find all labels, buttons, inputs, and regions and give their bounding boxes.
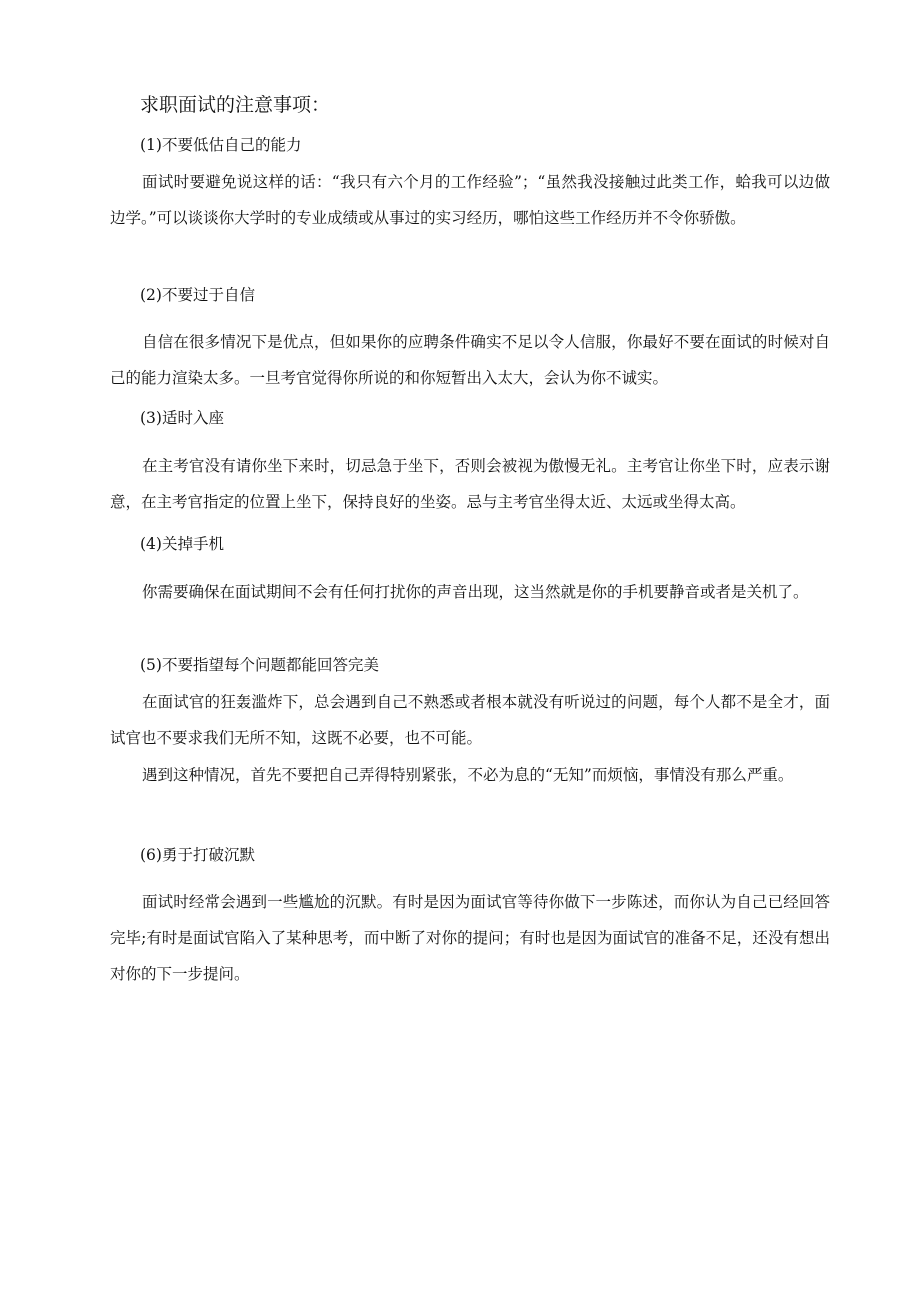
section-6-paragraph: 面试时经常会遇到一些尴尬的沉默。有时是因为面试官等待你做下一步陈述，而你认为自己已经回答完毕;有时是面试官陷入了某种思考，而中断了对你的提问；有时也是因为面试官的准备不足，还没有想出对你的下一步提问。 [110, 893, 830, 983]
section-1-paragraph: 面试时要避免说这样的话：“我只有六个月的工作经验”；“虽然我没接触过此类工作，蛤我可以边做边学。”可以谈谈你大学时的专业成绩或从事过的实习经历，哪怕这些工作经历并不令你骄傲。 [110, 173, 830, 227]
section-heading-1: (1)不要低估自己的能力 [140, 136, 302, 154]
section-heading-2: (2)不要过于自信 [140, 286, 255, 304]
section-5-paragraph-1: 在面试官的狂轰滥炸下，总会遇到自己不熟悉或者根本就没有听说过的问题，每个人都不是全才，面试官也不要求我们无所不知，这既不必要，也不可能。 [110, 693, 830, 747]
section-2-paragraph: 自信在很多情况下是优点，但如果你的应聘条件确实不足以令人信服，你最好不要在面试的时候对自己的能力渲染太多。一旦考官觉得你所说的和你短暂出入太大，会认为你不诚实。 [110, 333, 830, 387]
section-3-paragraph: 在主考官没有请你坐下来时，切忌急于坐下，否则会被视为傲慢无礼。主考官让你坐下时，应表示谢意，在主考官指定的位置上坐下，保持良好的坐姿。忌与主考官坐得太近、太远或坐得太高。 [110, 457, 830, 511]
section-heading-5: (5)不要指望每个问题都能回答完美 [140, 656, 379, 674]
section-4-paragraph: 你需要确保在面试期间不会有任何打扰你的声音出现，这当然就是你的手机要静音或者是关机了。 [142, 583, 809, 601]
section-5-paragraph-2: 遇到这种情况，首先不要把自己弄得特别紧张，不必为息的“无知”而烦恼，事情没有那么严重。 [142, 766, 794, 784]
section-heading-4: (4)关掉手机 [140, 535, 224, 553]
section-heading-6: (6)勇于打破沉默 [140, 846, 255, 864]
document-title: 求职面试的注意事项： [140, 94, 331, 116]
section-heading-3: (3)适时入座 [140, 409, 224, 427]
